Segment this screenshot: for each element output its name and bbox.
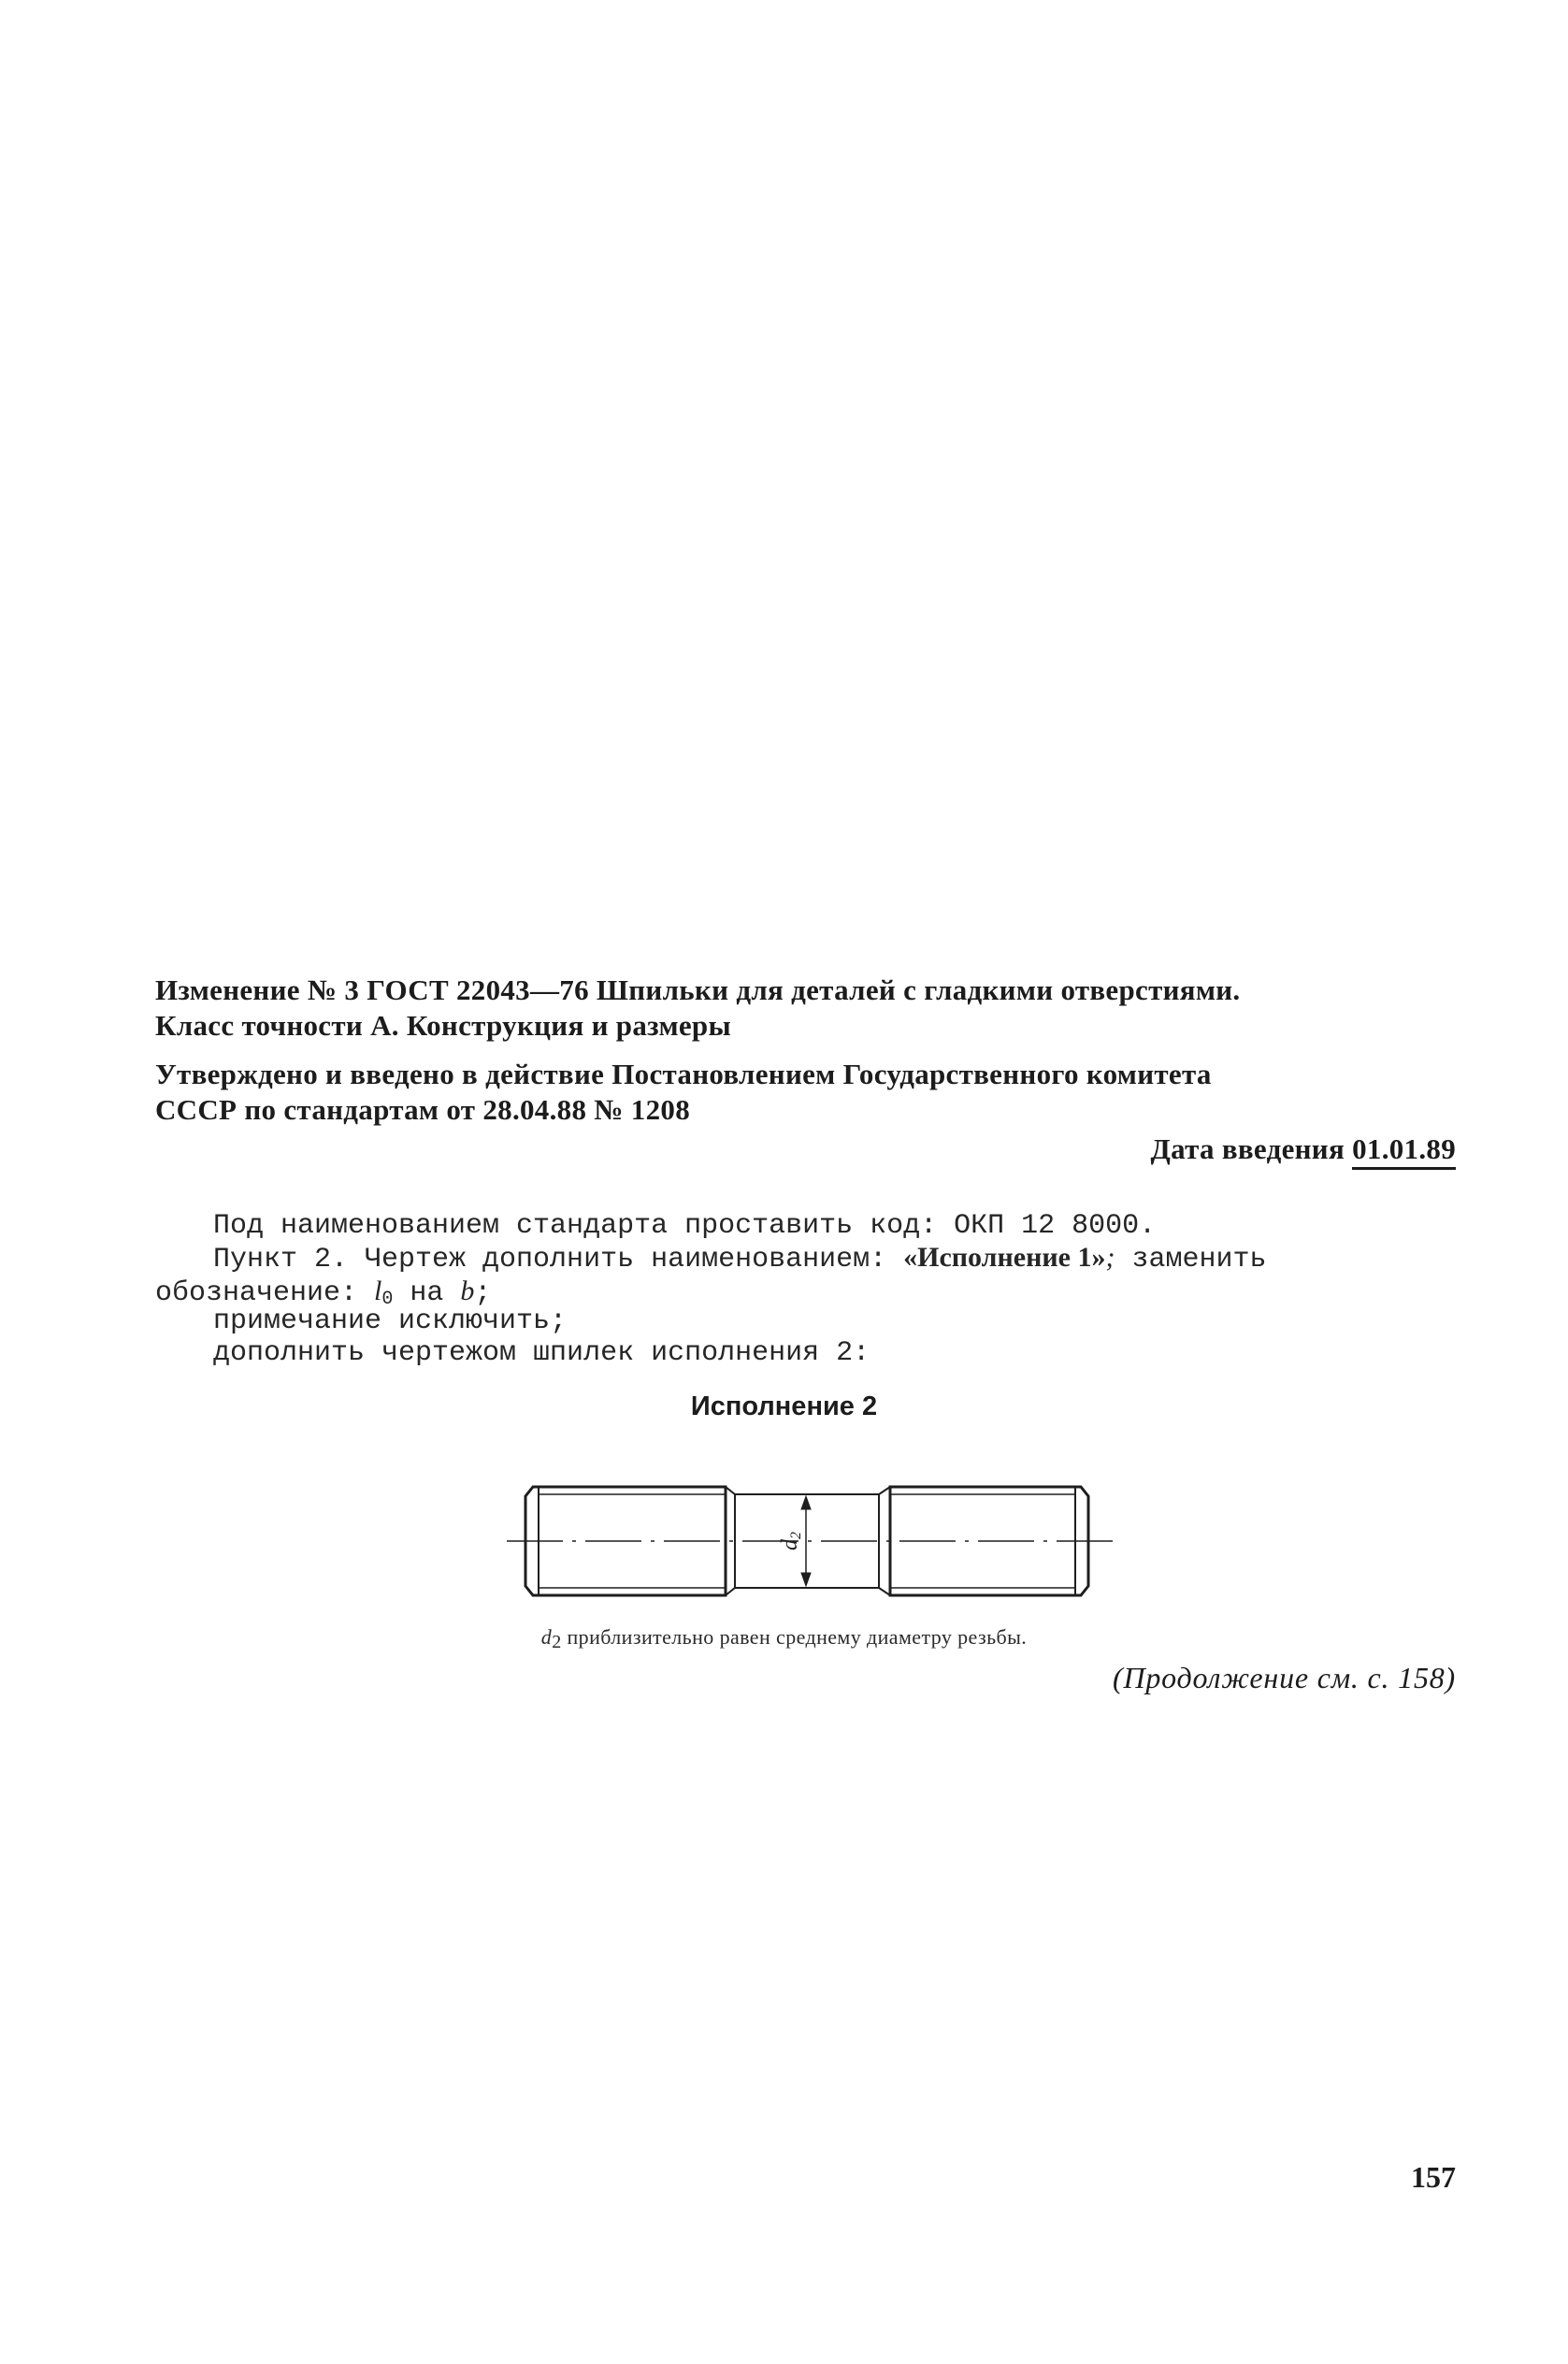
figure-caption [0, 1625, 1568, 1653]
shank-outline-bottom [726, 1588, 890, 1595]
amendment-title [155, 973, 1455, 1044]
paragraph-3-text: примечание исключить; [213, 1305, 568, 1337]
continued-note: (Продолжение см. с. 158) [1113, 1661, 1456, 1694]
dimension-arrow-bottom [801, 1573, 811, 1586]
shank-outline [726, 1487, 890, 1494]
caption-text: приблизительно равен среднему диаметру резьбы. [561, 1625, 1028, 1649]
paragraph-1-text: Под наименованием стандарта проставить код: ОКП 12 8000. [213, 1210, 1157, 1242]
p2-symbol-b: b [460, 1276, 475, 1306]
effective-date-label: Дата введения [1150, 1132, 1345, 1165]
p2-na: на [393, 1277, 461, 1309]
dimension-arrow-top [801, 1496, 811, 1509]
page-number: 157 [1411, 2160, 1456, 2194]
dimension-label: d2 [778, 1532, 804, 1550]
paragraph-okp-code [155, 1210, 1446, 1242]
p2-start: Пункт 2. Чертеж дополнить наименованием: [213, 1244, 904, 1276]
paragraph-4-text: дополнить чертежом шпилек исполнения 2: [213, 1337, 870, 1369]
approval-line-1: Утверждено и введено в действие Постановлением Государственного комитета [155, 1058, 1212, 1090]
p2-end: ; [474, 1277, 492, 1309]
p2-symbol-l: l [374, 1276, 382, 1306]
p2-semicolon: ; [1105, 1242, 1115, 1273]
title-line-2: Класс точности А. Конструкция и размеры [155, 1009, 731, 1042]
title-line-1: Изменение № 3 ГОСТ 22043—76 Шпильки для деталей с гладкими отверстиями. [155, 973, 1241, 1006]
paragraph-remove-note [155, 1305, 1446, 1337]
effective-date [1150, 1132, 1456, 1167]
p2-symbol-l-sub: 0 [381, 1289, 394, 1310]
approval-statement [155, 1057, 1455, 1128]
paragraph-add-drawing [155, 1337, 1446, 1369]
figure-heading: Исполнение 2 [690, 1391, 878, 1421]
stud-drawing [505, 1466, 1122, 1616]
p2-after: заменить обозначение: [155, 1244, 1267, 1309]
p2-bold-title: «Исполнение 1» [903, 1242, 1106, 1273]
approval-line-2: СССР по стандартам от 28.04.88 № 1208 [155, 1093, 690, 1126]
caption-symbol-sub: 2 [552, 1632, 562, 1652]
effective-date-value: 01.01.89 [1352, 1132, 1456, 1170]
caption-symbol: d [540, 1625, 553, 1649]
